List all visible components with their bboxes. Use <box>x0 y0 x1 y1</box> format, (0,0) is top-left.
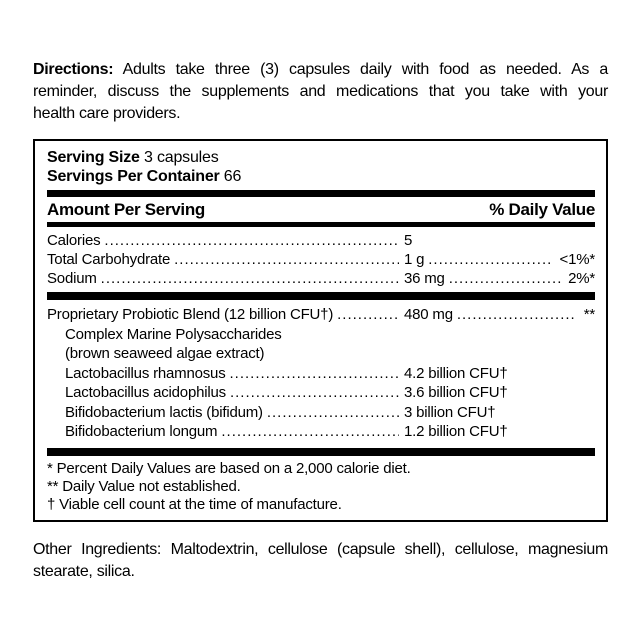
footnotes-section <box>47 460 595 514</box>
dot-leader <box>337 305 399 325</box>
dot-leader <box>221 422 399 442</box>
blend-label-group <box>47 383 399 403</box>
servings-per-container-line <box>47 167 595 186</box>
dot-leader <box>449 269 561 288</box>
percent-daily-value-header: % Daily Value <box>489 200 595 219</box>
directions-line-2: reminder, discuss the supplements and medications that you take with your <box>33 83 608 100</box>
directions-text <box>33 59 608 125</box>
serving-size-line <box>47 148 595 167</box>
blend-amount: 3 billion CFU† <box>404 403 496 421</box>
other-ingredients-line-2: stearate, silica. <box>33 562 135 580</box>
blend-amount: 1.2 billion CFU† <box>404 423 508 440</box>
servings-per-container-value: 66 <box>223 168 242 185</box>
directions-line-3: health care providers. <box>33 105 181 122</box>
nutrient-daily-value: 2%* <box>568 270 595 287</box>
nutrient-label-group <box>47 269 399 288</box>
dot-leader <box>101 269 399 288</box>
footnote-viable-cell-count: † Viable cell count at the time of manufacture. <box>47 495 342 513</box>
dot-leader <box>174 250 399 269</box>
nutrient-row-sodium <box>47 269 595 288</box>
other-ingredients-text <box>33 539 608 583</box>
blend-row-lactobacillus-rhamnosus <box>47 364 595 384</box>
dot-leader <box>104 231 399 250</box>
blend-label-group <box>47 422 399 442</box>
dot-leader <box>230 364 400 384</box>
divider-bar <box>47 292 595 300</box>
nutrient-row-total-carbohydrate <box>47 250 595 269</box>
nutrient-label-group <box>47 231 399 250</box>
blend-daily-value: ** <box>583 306 595 323</box>
nutrient-label-group <box>47 250 399 269</box>
serving-size-value: 3 capsules <box>144 149 219 166</box>
nutrient-amount: 5 <box>404 232 413 249</box>
blend-label: Bifidobacterium longum <box>65 423 218 440</box>
blend-amount: 4.2 billion CFU† <box>404 364 508 382</box>
nutrient-daily-value: <1%* <box>559 251 595 268</box>
directions-line-1-text: Adults take three (3) capsules daily with food as needed. As a <box>122 61 608 78</box>
blend-label-group <box>47 403 399 423</box>
amount-per-serving-header: Amount Per Serving <box>47 200 206 219</box>
blend-label: Bifidobacterium lactis (bifidum) <box>65 403 263 421</box>
blend-label-group <box>47 305 399 325</box>
probiotic-blend-section <box>47 305 595 442</box>
panel-header-row <box>47 200 595 220</box>
dot-leader <box>267 403 399 423</box>
divider-bar <box>47 190 595 197</box>
divider-bar <box>47 222 595 227</box>
dot-leader <box>428 250 552 269</box>
blend-row-complex-marine-polysaccharides: Complex Marine Polysaccharides <box>65 325 282 343</box>
blend-label: Proprietary Probiotic Blend (12 billion CFU†) <box>47 306 334 323</box>
nutrient-label: Total Carbohydrate <box>47 251 171 268</box>
blend-row-lactobacillus-acidophilus <box>47 383 595 403</box>
blend-label: Lactobacillus rhamnosus <box>65 364 226 382</box>
blend-row-bifidobacterium-lactis <box>47 403 595 423</box>
footnote-dv-not-established: ** Daily Value not established. <box>47 477 241 495</box>
servings-per-container-label: Servings Per Container <box>47 168 220 185</box>
blend-row-proprietary-blend <box>47 305 595 325</box>
directions-label: Directions: <box>33 61 114 78</box>
dot-leader <box>230 383 399 403</box>
serving-size-label: Serving Size <box>47 149 140 166</box>
footnote-daily-values: * Percent Daily Values are based on a 2,000 calorie diet. <box>47 459 411 477</box>
blend-row-bifidobacterium-longum <box>47 422 595 442</box>
nutrient-row-calories <box>47 231 595 250</box>
blend-amount: 480 mg <box>404 306 453 323</box>
blend-label-group <box>47 364 399 384</box>
nutrient-amount: 36 mg <box>404 270 445 287</box>
blend-label: Lactobacillus acidophilus <box>65 384 226 401</box>
divider-bar <box>47 448 595 456</box>
supplement-facts-panel <box>33 139 608 522</box>
blend-row-brown-seaweed-extract: (brown seaweed algae extract) <box>65 345 265 362</box>
blend-amount: 3.6 billion CFU† <box>404 384 508 401</box>
other-ingredients-line-1: Other Ingredients: Maltodextrin, cellulose (capsule shell), cellulose, magnesium <box>33 540 608 558</box>
nutrient-label: Calories <box>47 232 101 249</box>
dot-leader <box>457 305 577 325</box>
directions-line-1 <box>33 59 608 81</box>
nutrient-amount: 1 g <box>404 251 425 268</box>
nutrient-label: Sodium <box>47 270 97 287</box>
